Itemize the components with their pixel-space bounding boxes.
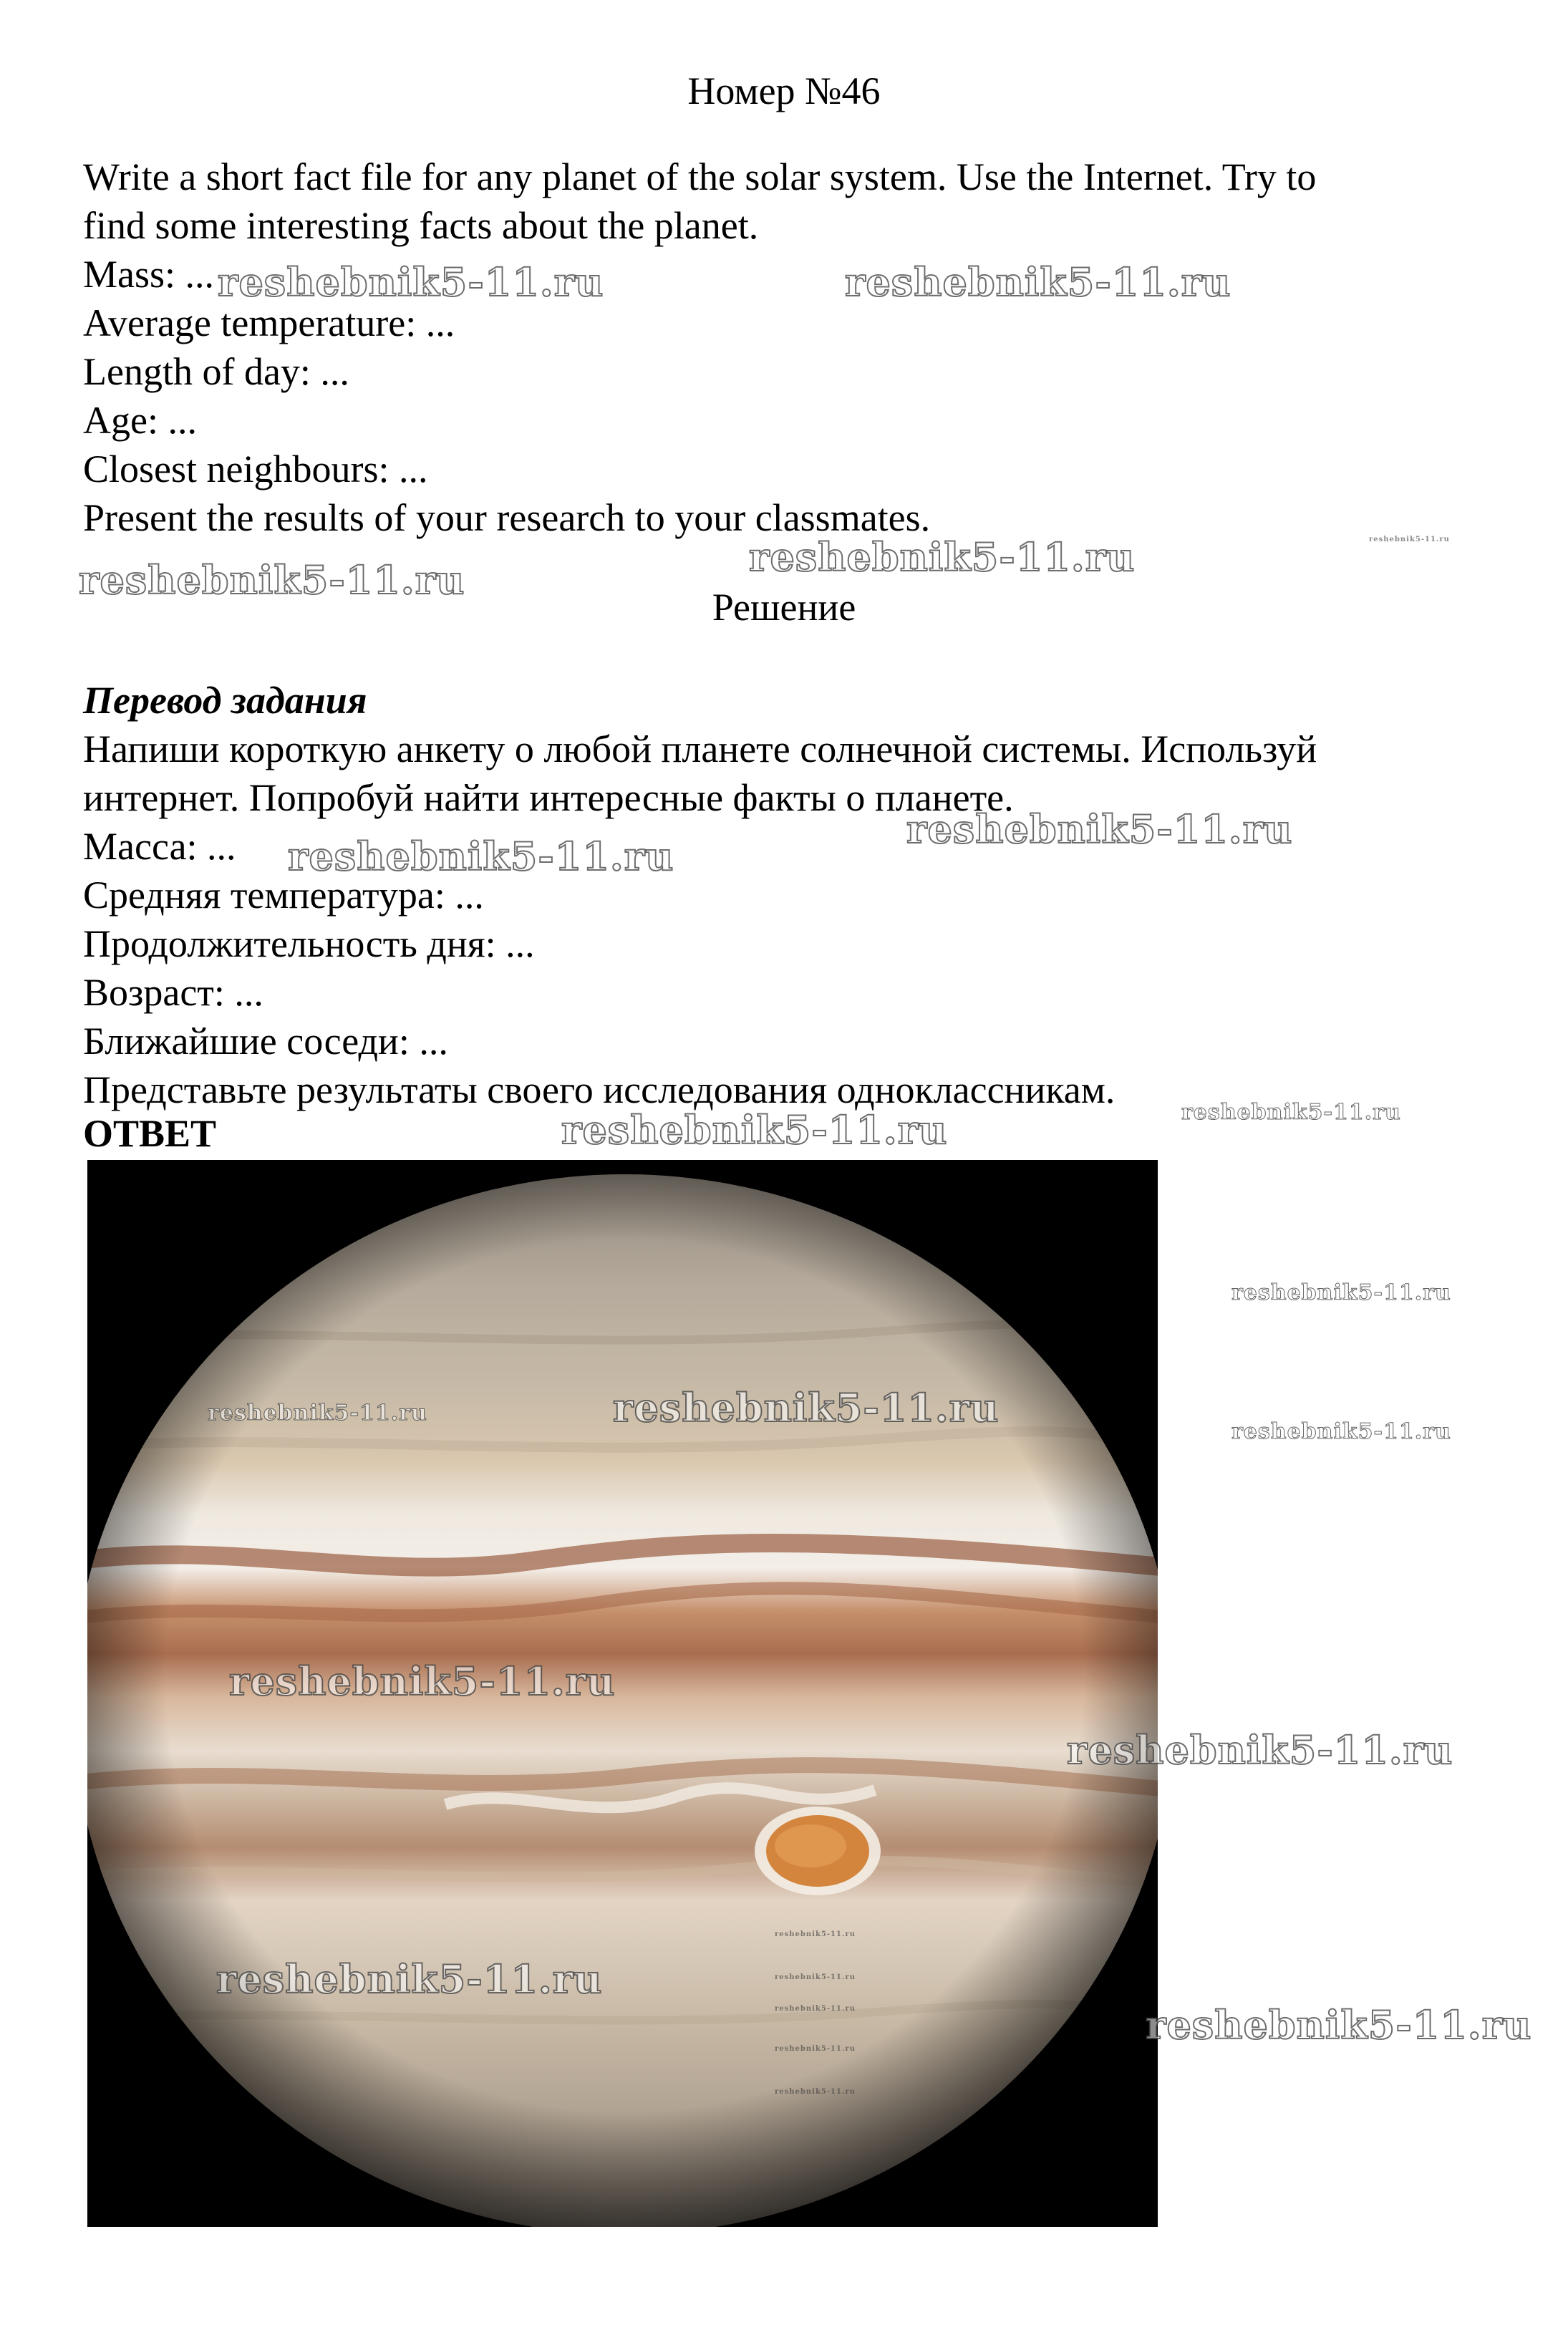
solution-heading: Решение xyxy=(712,586,856,629)
watermark: reshebnik5-11.ru xyxy=(845,259,1231,305)
watermark: reshebnik5-11.ru xyxy=(218,259,604,305)
watermark: reshebnik5-11.ru xyxy=(906,806,1293,852)
task-line-2: find some interesting facts about the planet. xyxy=(83,204,759,247)
translation-line-1: Напиши короткую анкету о любой планете солнечной системы. Используй xyxy=(83,727,1317,770)
watermark: reshebnik5-11.ru xyxy=(288,833,674,879)
translation-line-age: Возраст: ... xyxy=(83,971,263,1014)
translation-line-temperature: Средняя температура: ... xyxy=(83,874,484,917)
watermark: reshebnik5-11.ru xyxy=(1369,536,1450,543)
task-line-present: Present the results of your research to your classmates. xyxy=(83,496,931,539)
task-line-mass: Mass: ... xyxy=(83,253,215,296)
task-line-day-length: Length of day: ... xyxy=(83,350,349,393)
task-line-neighbours: Closest neighbours: ... xyxy=(83,448,428,490)
translation-line-present: Представьте результаты своего исследования одноклассникам. xyxy=(83,1068,1115,1111)
watermark: reshebnik5-11.ru xyxy=(229,1658,616,1704)
translation-heading: Перевод задания xyxy=(83,679,367,722)
watermark: reshebnik5-11.ru xyxy=(79,557,465,603)
answer-heading: ОТВЕТ xyxy=(83,1112,217,1155)
watermark: reshebnik5-11.ru xyxy=(1067,1727,1453,1773)
watermark: reshebnik5-11.ru xyxy=(749,534,1136,580)
translation-line-mass: Масса: ... xyxy=(83,825,236,868)
task-line-age: Age: ... xyxy=(83,399,197,442)
watermark: reshebnik5-11.ru xyxy=(1231,1419,1451,1444)
watermark: reshebnik5-11.ru xyxy=(775,2005,856,2013)
watermark: reshebnik5-11.ru xyxy=(208,1401,427,1426)
translation-line-day-length: Продолжительность дня: ... xyxy=(83,922,535,965)
task-line-temperature: Average temperature: ... xyxy=(83,301,455,344)
translation-line-neighbours: Ближайшие соседи: ... xyxy=(83,1020,448,1063)
watermark: reshebnik5-11.ru xyxy=(613,1385,1000,1431)
watermark: reshebnik5-11.ru xyxy=(561,1107,948,1153)
watermark: reshebnik5-11.ru xyxy=(1146,2002,1532,2048)
watermark: reshebnik5-11.ru xyxy=(1181,1100,1401,1125)
watermark: reshebnik5-11.ru xyxy=(216,1956,603,2002)
watermark: reshebnik5-11.ru xyxy=(775,1930,856,1938)
page-title: Номер №46 xyxy=(687,69,881,112)
watermark: reshebnik5-11.ru xyxy=(775,2088,856,2096)
task-line-1: Write a short fact file for any planet of the solar system. Use the Internet. Try to xyxy=(83,155,1317,198)
watermark: reshebnik5-11.ru xyxy=(775,1973,856,1981)
translation-line-2: интернет. Попробуй найти интересные факты о планете. xyxy=(83,776,1014,819)
watermark: reshebnik5-11.ru xyxy=(775,2045,856,2053)
watermark: reshebnik5-11.ru xyxy=(1231,1280,1451,1305)
